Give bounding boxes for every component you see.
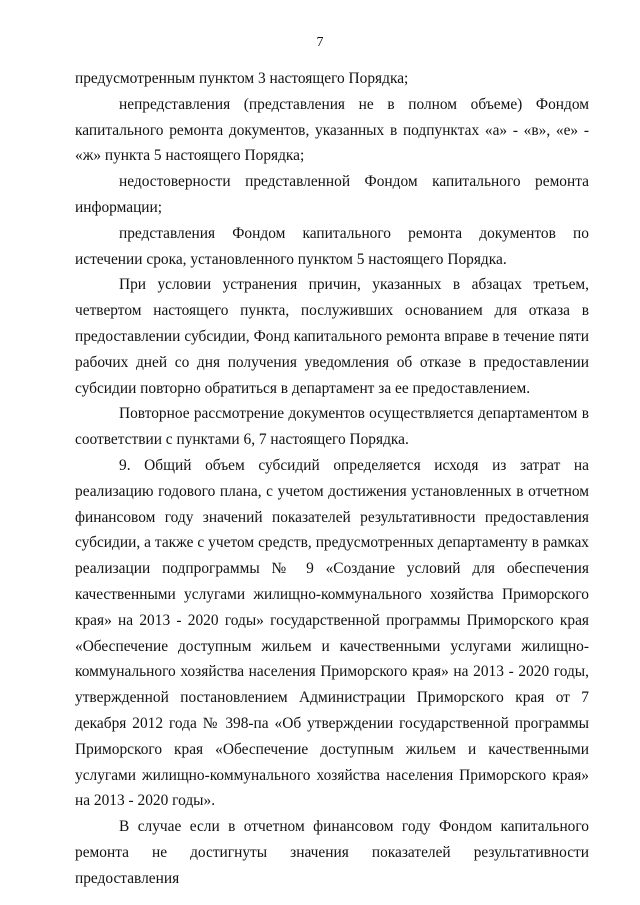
paragraph-4: представления Фондом капитального ремонта документов по истечении срока, установленного пунктом 5 настоящего Порядка. xyxy=(75,224,589,268)
paragraph-3: недостоверности представленной Фондом капитального ремонта информации; xyxy=(75,173,589,216)
paragraph-6: Повторное рассмотрение документов осуществляется департаментом в соответствии с пунктами 6, 7 настоящего Порядка. xyxy=(75,405,589,449)
paragraph-2: непредставления (представления не в полном объеме) Фондом капитального ремонта документов, указанных в подпунктах «а» - «в», «е» - «ж» пункта 5 настоящего Порядка; xyxy=(75,95,589,165)
paragraph-8: В случае если в отчетном финансовом году Фондом капитального ремонта не достигнуты значения показателей результативности предоставления xyxy=(75,818,589,887)
paragraph-5: При условии устранения причин, указанных в абзацах третьем, четвертом настоящего пункта, послуживших основанием для отказа в предоставлении субсидии, Фонд капитального ремонта вправе в течение пяти рабочих дней со дня получения уведомления об отказе в предоставлении субсидии повторно обратиться в департамент за ее предоставлением. xyxy=(75,276,589,397)
paragraph-7: 9. Общий объем субсидий определяется исходя из затрат на реализацию годового плана, с учетом достижения установленных в отчетном финансовом году значений показателей результативности предоставления субсидии, а также с учетом средств, предусмотренных департаменту в рамках реализации подпрограммы № 9 «Создание условий для обеспечения качественными услугами жилищно-коммунального хозяйства Приморского края» на 2013 - 2020 годы» государственной программы Приморского края «Обеспечение доступным жильем и качественными услугами жилищно-коммунального хозяйства населения Приморского края» на 2013 - 2020 годы, утвержденной постановлением Администрации Приморского края от 7 декабря 2012 года № 398-па «Об утверждении государственной программы Приморского края «Обеспечение доступным жильем и качественными услугами жилищно-коммунального хозяйства населения Приморского края» на 2013 - 2020 годы». xyxy=(75,456,589,810)
page-number: 7 xyxy=(316,35,324,50)
paragraph-1: предусмотренным пунктом 3 настоящего Порядка; xyxy=(75,70,409,87)
document-body xyxy=(75,66,589,892)
